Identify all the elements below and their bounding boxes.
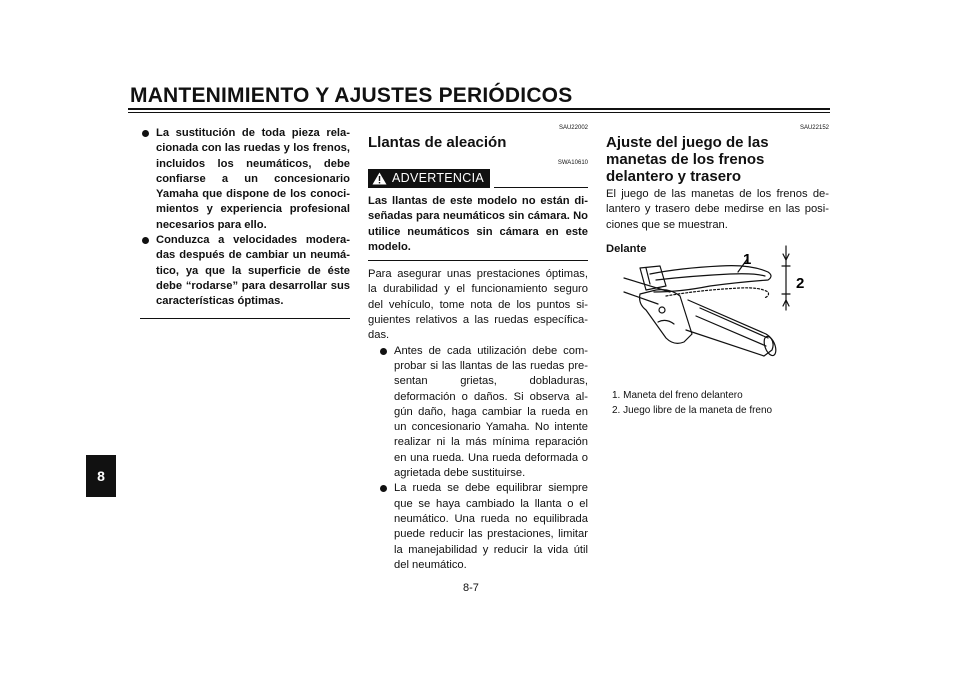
list-item: La sustitución de toda pieza rela-cionada con las ruedas y los frenos, incluidos los neumáticos, debe confiarse a un concesionario Yamaha que dispone de los conoci-mientos y experiencia profesional necesarios para ello. (140, 126, 350, 233)
header-rule-thin (128, 112, 830, 113)
warning-icon (372, 172, 387, 185)
warning-code: SWA10610 (557, 160, 588, 166)
section-code: SAU22152 (799, 125, 829, 131)
warning-label: ADVERTENCIA (392, 171, 484, 185)
header-rule-thick (128, 108, 830, 110)
list-item: Conduzca a velocidades modera-das después de cambiar un neumá-tico, ya que la superficie de éste debe “rodarse” para desarrollar sus características óptimas. (140, 233, 350, 309)
section-title: Llantas de aleación (368, 134, 507, 151)
list-item: Antes de cada utilización debe com-probar si las llantas de las ruedas pre-sentan grietas, dobladuras, deformación o daños. Si observa al-gún daño, haga cambiar la rueda en un concesionario Yamaha. No intente realizar ni la más mínima reparación en una rueda. Una rueda deformada o agrietada debe sustituirse. (378, 344, 588, 482)
list-item: La rueda se debe equilibrar siempre que se haya cambiado la llanta o el neumático. Una rueda no equilibrada puede reducir las prestaciones, limitar la manejabilidad y reducir la vida útil del neumático. (378, 481, 588, 573)
middle-column (368, 124, 588, 573)
figure-callout-1: 1 (743, 251, 752, 268)
figure-legend (612, 388, 772, 418)
body-paragraph: El juego de las manetas de los frenos de-lantero y trasero debe medirse en las posi-ciones que se muestran. (606, 188, 829, 231)
section-end-rule (140, 318, 350, 319)
warning-end-rule (368, 260, 588, 261)
subheading-front: Delante (606, 242, 647, 255)
section-code: SAU22002 (558, 125, 588, 131)
warning-rule (494, 187, 588, 188)
chapter-tab: 8 (86, 455, 116, 497)
left-column (140, 126, 350, 319)
body-paragraph: Para asegurar unas prestaciones óptimas, la durabilidad y el funcionamiento seguro del vehículo, tome nota de los puntos si-guientes relativos a las ruedas específica-das. (368, 268, 588, 342)
section-title: Ajuste del juego de las manetas de los frenos delantero y trasero (606, 134, 769, 185)
middle-bullet-list (378, 344, 588, 573)
warning-text: Las llantas de este modelo no están di-señadas para neumáticos sin cámara. No utilice neumáticos sin cámara en este modelo. (368, 195, 588, 253)
legend-item: 1. Maneta del freno delantero (612, 390, 743, 401)
warning-badge (368, 169, 490, 188)
figure-callout-2: 2 (796, 275, 805, 292)
left-bullet-list (140, 126, 350, 310)
page-title: MANTENIMIENTO Y AJUSTES PERIÓDICOS (130, 84, 573, 107)
warning-header (368, 169, 588, 188)
page-number: 8-7 (463, 582, 479, 594)
brake-lever-illustration (610, 238, 820, 376)
legend-item: 2. Juego libre de la maneta de freno (612, 405, 773, 416)
